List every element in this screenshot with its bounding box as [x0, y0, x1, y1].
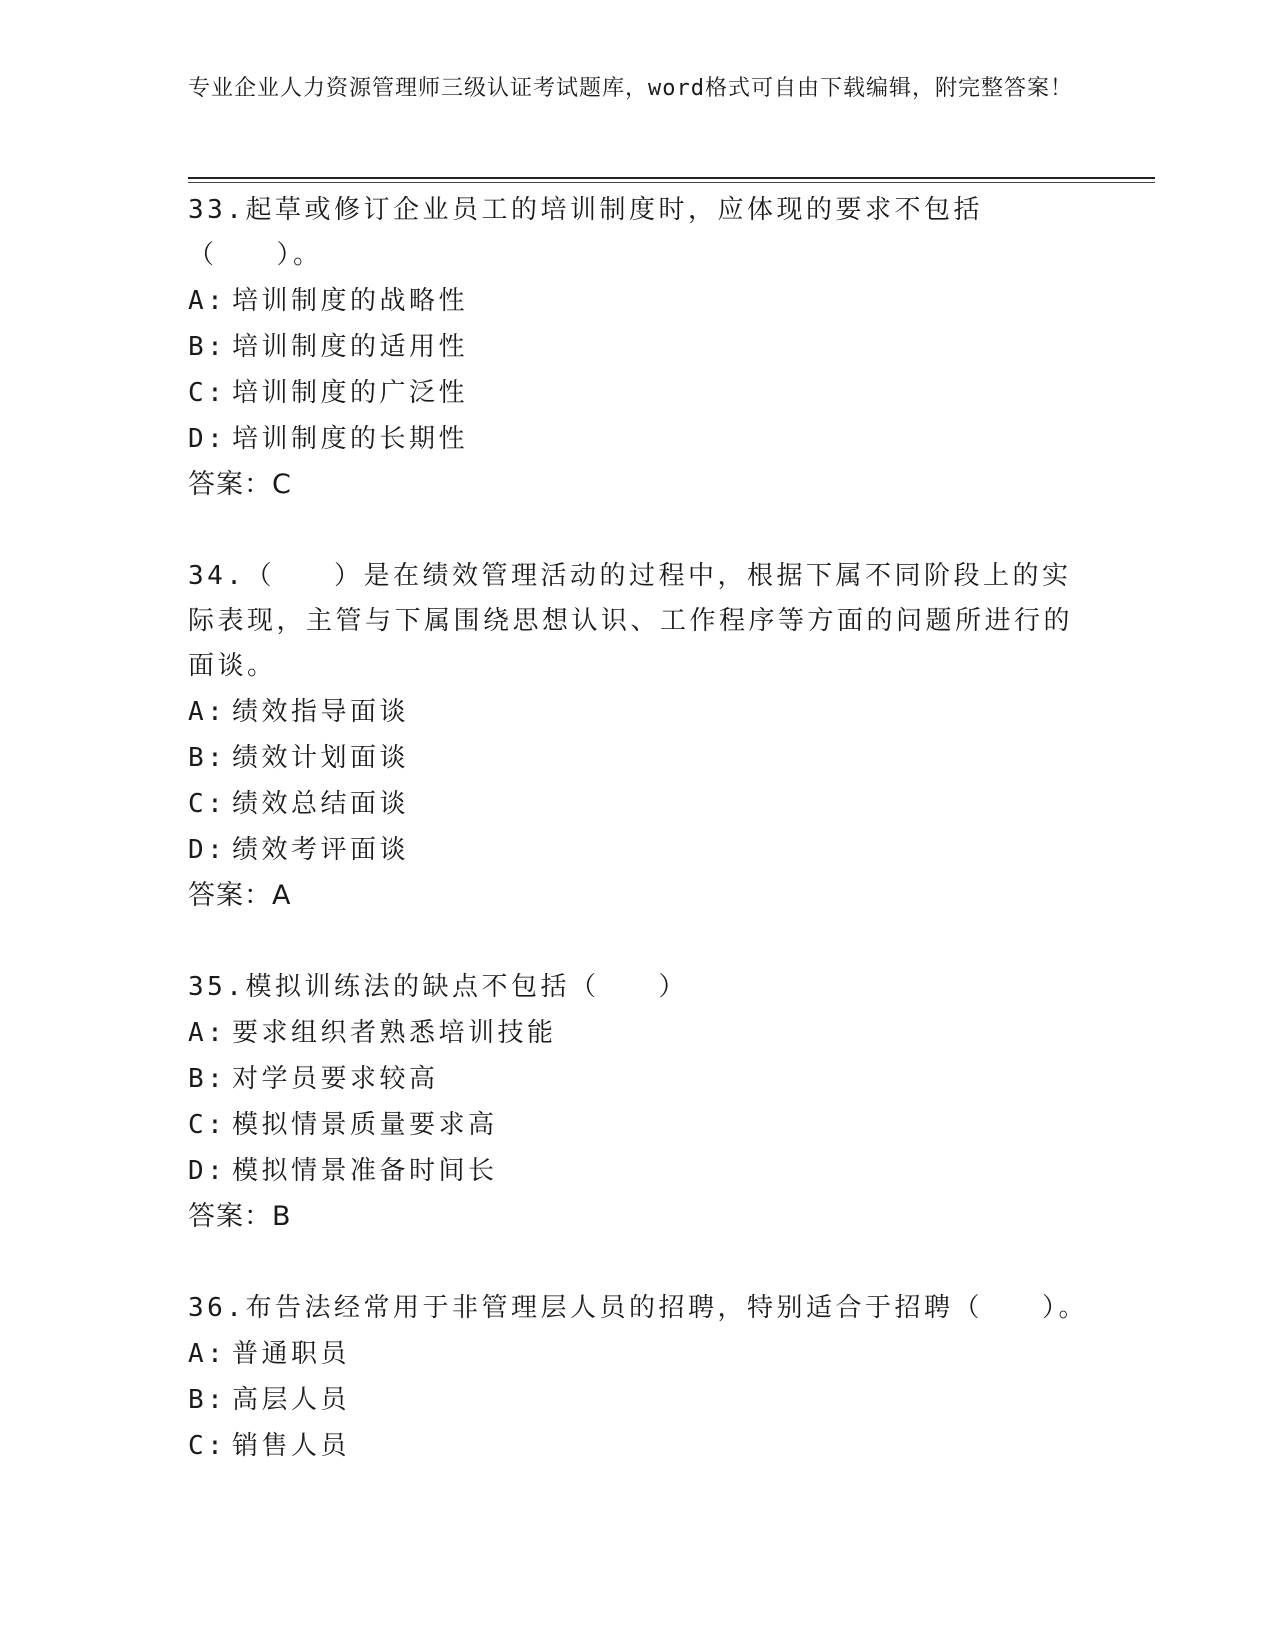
option-key: C: — [188, 1431, 227, 1461]
option-text: 绩效总结面谈 — [232, 789, 410, 819]
question-stem: 36.布告法经常用于非管理层人员的招聘，特别适合于招聘（ ）。 — [188, 1293, 1088, 1323]
option-c — [188, 1423, 1088, 1469]
option-key: A: — [188, 697, 227, 727]
option-text: 普通职员 — [232, 1339, 351, 1369]
spacer — [188, 508, 1088, 554]
option-text: 要求组织者熟悉培训技能 — [232, 1018, 557, 1048]
option-a — [188, 689, 1088, 735]
option-key: C: — [188, 378, 227, 408]
option-a — [188, 1010, 1088, 1056]
option-c — [188, 370, 1088, 416]
option-b — [188, 1377, 1088, 1423]
option-key: B: — [188, 332, 227, 362]
answer-line: 答案：C — [188, 469, 292, 500]
question-34 — [188, 554, 1088, 919]
option-b — [188, 1056, 1088, 1102]
question-33 — [188, 188, 1088, 508]
answer-line: 答案：A — [188, 880, 292, 911]
option-text: 模拟情景质量要求高 — [232, 1110, 498, 1140]
spacer — [188, 1240, 1088, 1286]
option-a — [188, 1331, 1088, 1377]
option-text: 培训制度的广泛性 — [232, 378, 469, 408]
option-text: 销售人员 — [232, 1431, 351, 1461]
option-c — [188, 781, 1088, 827]
option-text: 绩效考评面谈 — [232, 835, 410, 865]
option-text: 绩效指导面谈 — [232, 697, 410, 727]
option-text: 高层人员 — [232, 1385, 351, 1415]
header-divider-thick — [188, 177, 1155, 179]
option-text: 对学员要求较高 — [232, 1064, 439, 1094]
option-key: B: — [188, 1064, 227, 1094]
option-key: B: — [188, 743, 227, 773]
option-text: 培训制度的适用性 — [232, 332, 469, 362]
option-text: 培训制度的长期性 — [232, 424, 469, 454]
option-key: A: — [188, 1339, 227, 1369]
answer-line: 答案：B — [188, 1201, 292, 1232]
option-d — [188, 1148, 1088, 1194]
option-text: 培训制度的战略性 — [232, 286, 469, 316]
option-c — [188, 1102, 1088, 1148]
option-b — [188, 324, 1088, 370]
question-36 — [188, 1286, 1088, 1469]
option-text: 绩效计划面谈 — [232, 743, 410, 773]
option-b — [188, 735, 1088, 781]
spacer — [188, 919, 1088, 965]
option-key: D: — [188, 1156, 227, 1186]
option-a — [188, 278, 1088, 324]
option-key: D: — [188, 835, 227, 865]
option-key: C: — [188, 1110, 227, 1140]
option-key: C: — [188, 789, 227, 819]
question-stem: 33.起草或修订企业员工的培训制度时，应体现的要求不包括（ ）。 — [188, 195, 983, 270]
option-d — [188, 827, 1088, 873]
option-text: 模拟情景准备时间长 — [232, 1156, 498, 1186]
question-stem: 34.（ ）是在绩效管理活动的过程中，根据下属不同阶段上的实际表现，主管与下属围绕思想认识、工作程序等方面的问题所进行的面谈。 — [188, 561, 1074, 681]
option-key: A: — [188, 286, 227, 316]
option-key: D: — [188, 424, 227, 454]
option-key: B: — [188, 1385, 227, 1415]
question-35 — [188, 965, 1088, 1240]
document-header: 专业企业人力资源管理师三级认证考试题库，word格式可自由下载编辑，附完整答案！ — [188, 76, 1073, 101]
header-divider-thin — [188, 182, 1155, 183]
option-key: A: — [188, 1018, 227, 1048]
question-list — [188, 188, 1088, 1469]
question-stem: 35.模拟训练法的缺点不包括（ ） — [188, 972, 688, 1002]
option-d — [188, 416, 1088, 462]
